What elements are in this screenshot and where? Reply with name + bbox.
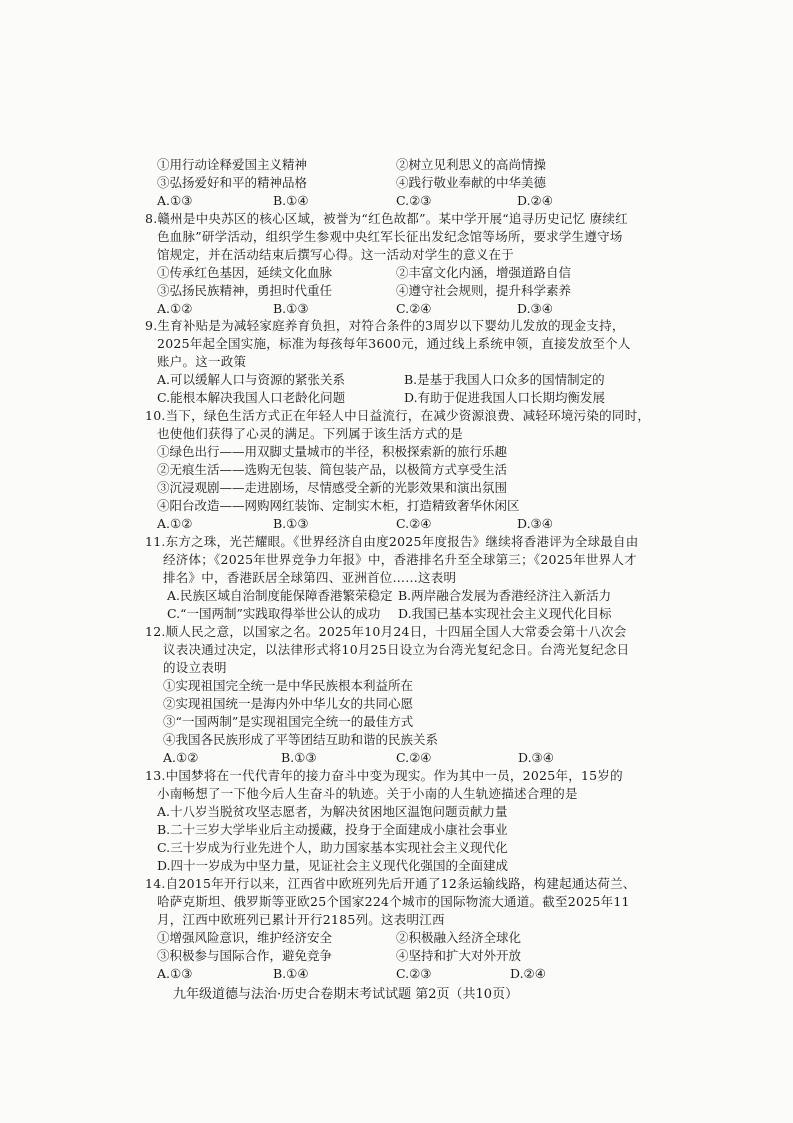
page-footer: 九年级道德与法治·历史合卷期末考试试题 第2页（共10页） [173,987,519,1002]
q12-option-b: B.①③ [281,750,317,765]
q12-stem-line-2: 议表决通过决定，以法律形式将10月25日设立为台湾光复纪念日。台湾光复纪念日 [163,642,630,657]
q11-option-c: C.“一国两制”实践取得举世公认的成功 [167,606,381,621]
q9-option-b: B.是基于我国人口众多的国情制定的 [404,372,605,387]
q7-item-2: ②树立见利思义的高尚情操 [396,157,547,172]
q11-option-a: A.民族区域自治制度能保障香港繁荣稳定 [167,588,393,603]
q10-item-4: ④阳台改造——网购网红装饰、定制实木柜，打造精致奢华休闲区 [157,498,520,513]
q8-item-1: ①传承红色基因，延续文化血脉 [157,265,333,280]
q9-option-c: C.能根本解决我国人口老龄化问题 [157,390,346,405]
q7-item-4: ④践行敬业奉献的中华美德 [396,175,547,190]
q9-option-d: D.有助于促进我国人口长期均衡发展 [404,390,606,405]
q13-option-d: D.四十一岁成为中坚力量，见证社会主义现代化强国的全面建成 [157,858,509,873]
q8-item-2: ②丰富文化内涵，增强道路自信 [396,265,572,280]
q8-option-c: C.②④ [396,301,432,316]
q13-stem-line-1: 13.中国梦将在一代代青年的接力奋斗中变为现实。作为其中一员，2025年，15岁的 [145,768,623,783]
q10-item-1: ①绿色出行——用双脚丈量城市的半径，积极探索新的旅行乐趣 [157,444,508,459]
q11-option-b: B.两岸融合发展为香港经济注入新活力 [398,588,612,603]
q8-item-4: ④遵守社会规则，提升科学素养 [396,283,572,298]
q7-item-3: ③弘扬爱好和平的精神品格 [157,175,308,190]
q7-option-b: B.①④ [273,193,309,208]
q13-option-a: A.十八岁当脱贫攻坚志愿者，为解决贫困地区温饱问题贡献力量 [157,804,508,819]
q8-option-d: D.③④ [517,301,553,316]
q8-option-b: B.①③ [273,301,309,316]
q12-item-2: ②实现祖国统一是海内外中华儿女的共同心愿 [163,696,414,711]
q8-stem-line-2: 色血脉”研学活动，组织学生参观中央红军长征出发纪念馆等场所，要求学生遵守场 [157,229,623,244]
q10-option-d: D.③④ [517,516,553,531]
q14-item-2: ②积极融入经济全球化 [396,930,522,945]
q10-option-a: A.①② [157,516,193,531]
q10-option-b: B.①③ [273,516,309,531]
q13-option-c: C.三十岁成为行业先进个人，助力国家基本实现社会主义现代化 [157,840,508,855]
q7-item-1: ①用行动诠释爱国主义精神 [157,157,308,172]
q14-item-4: ④坚持和扩大对外开放 [396,948,522,963]
q14-stem-line-1: 14.自2015年开行以来，江西省中欧班列先后开通了12条运输线路，构建起通达荷兰、 [145,876,636,891]
q10-option-c: C.②④ [396,516,432,531]
q8-option-a: A.①② [157,301,193,316]
q9-stem-line-3: 账户。这一政策 [157,354,247,369]
q8-stem-line-1: 8.赣州是中央苏区的核心区域，被誉为“红色故都”。某中学开展“追寻历史记忆 赓续红 [145,211,628,226]
q9-stem-line-2: 2025年起全国实施，标准为每孩每年3600元，通过线上系统申领，直接发放至个人 [157,336,631,351]
q13-option-b: B.二十三岁大学毕业后主动援藏，投身于全面建成小康社会事业 [157,822,508,837]
q14-option-c: C.②③ [396,966,432,981]
q8-item-3: ③弘扬民族精神，勇担时代重任 [157,283,333,298]
q9-stem-line-1: 9.生育补贴是为减轻家庭养育负担，对符合条件的3周岁以下婴幼儿发放的现金支持， [145,318,625,333]
q10-stem-line-2: 也使他们获得了心灵的满足。下列属于该生活方式的是 [157,426,464,441]
q10-item-2: ②无痕生活——选购无包装、简包装产品，以极简方式享受生活 [157,462,508,477]
q11-stem-line-2: 经济体；《2025年世界竞争力年报》中，香港排名升至全球第三；《2025年世界人才 [163,552,637,567]
q14-option-a: A.①③ [157,966,193,981]
q14-option-d: D.②④ [510,966,546,981]
q11-option-d: D.我国已基本实现社会主义现代化目标 [398,606,612,621]
q12-stem-line-1: 12.顺人民之意，以国家之名。2025年10月24日，十四届全国人大常委会第十八次会 [145,624,627,639]
q12-item-1: ①实现祖国完全统一是中华民族根本利益所在 [163,678,414,693]
q14-item-1: ①增强风险意识，维护经济安全 [157,930,333,945]
q12-item-3: ③“一国两制”是实现祖国完全统一的最佳方式 [163,714,414,729]
q7-option-a: A.①③ [157,193,193,208]
q14-stem-line-2: 哈萨克斯坦、俄罗斯等亚欧25个国家224个城市的国际物流大通道。截至2025年11 [157,894,630,909]
q12-stem-line-3: 的设立表明 [163,660,227,675]
q8-stem-line-3: 馆规定，并在活动结束后撰写心得。这一活动对学生的意义在于 [157,247,515,262]
q12-option-d: D.③④ [518,750,554,765]
q9-option-a: A.可以缓解人口与资源的紧张关系 [157,372,346,387]
q10-stem-line-1: 10.当下，绿色生活方式正在年轻人中日益流行，在减少资源浪费、减轻环境污染的同时， [145,408,651,423]
q12-item-4: ④我国各民族形成了平等团结互助和谐的民族关系 [163,732,439,747]
q7-option-c: C.②③ [396,193,432,208]
q14-stem-line-3: 月，江西中欧班列已累计开行2185列。这表明江西 [157,912,445,927]
q13-stem-line-2: 小南畅想了一下他今后人生奋斗的轨迹。关于小南的人生轨迹描述合理的是 [157,786,578,801]
q14-item-3: ③积极参与国际合作，避免竞争 [157,948,333,963]
q10-item-3: ③沉浸观剧——走进剧场，尽情感受全新的光影效果和演出氛围 [157,480,508,495]
q12-option-c: C.②④ [396,750,432,765]
q11-stem-line-3: 排名》中，香港跃居全球第四、亚洲首位……这表明 [163,570,457,585]
q12-option-a: A.①② [163,750,199,765]
q7-option-d: D.②④ [517,193,553,208]
q14-option-b: B.①④ [273,966,309,981]
q11-stem-line-1: 11.东方之珠，光芒耀眼。《世界经济自由度2025年度报告》继续将香港评为全球最自由 [145,534,639,549]
